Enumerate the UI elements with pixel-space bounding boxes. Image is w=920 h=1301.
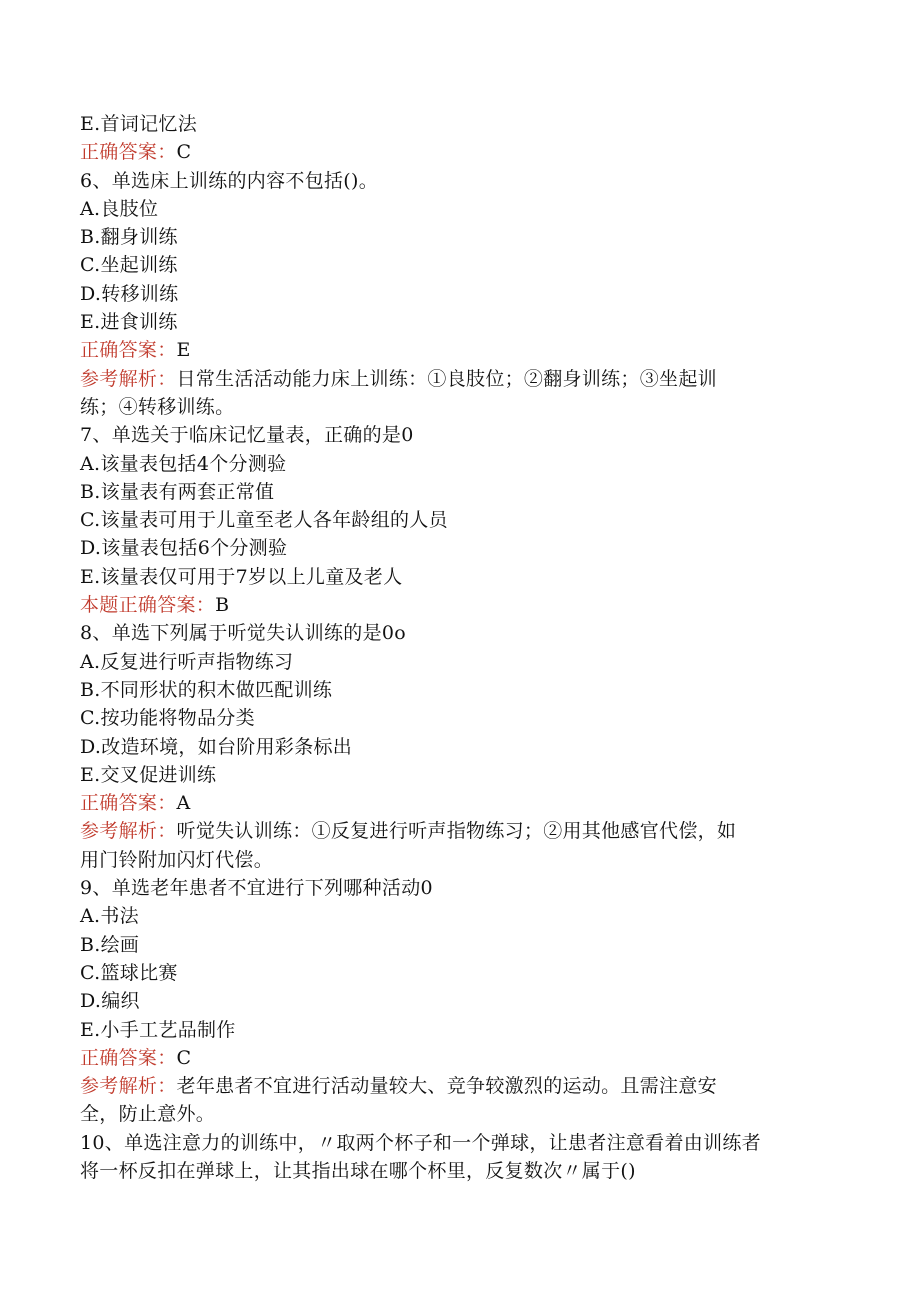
text-continuation (80, 1100, 850, 1128)
line-text: E.该量表仅可用于7岁以上儿童及老人 (80, 565, 403, 588)
line-text: 全，防止意外。 (80, 1103, 216, 1126)
answer-option (80, 450, 850, 478)
line-text: B.不同形状的积木做匹配训练 (80, 678, 333, 701)
answer-option (80, 308, 850, 336)
answer-option (80, 987, 850, 1015)
line-text: D.改造环境，如台阶用彩条标出 (80, 735, 353, 758)
line-text: 练；④转移训练。 (80, 395, 235, 418)
question-text (80, 874, 850, 902)
line-text: A.书法 (80, 905, 139, 928)
line-text: A.该量表包括4个分测验 (80, 452, 287, 475)
answer-option (80, 478, 850, 506)
line-text: 6、单选床上训练的内容不包括()。 (80, 169, 379, 192)
line-text: 听觉失认训练：①反复进行听声指物练习；②用其他感官代偿，如 (176, 820, 737, 843)
answer-option (80, 733, 850, 761)
explanation-label: 参考解析： (80, 1075, 177, 1098)
line-text: A.反复进行听声指物练习 (80, 650, 294, 673)
answer-option (80, 902, 850, 930)
answer-option (80, 676, 850, 704)
question-text (80, 619, 850, 647)
answer-option (80, 959, 850, 987)
correct-answer-line (80, 591, 850, 619)
explanation-line (80, 817, 850, 845)
answer-label: 正确答案： (80, 141, 177, 164)
line-text: B.翻身训练 (80, 226, 178, 249)
answer-option (80, 110, 850, 138)
line-text: D.编织 (80, 990, 140, 1013)
answer-value: B (215, 594, 230, 617)
answer-option (80, 251, 850, 279)
line-text: 8、单选下列属于听觉失认训练的是0o (80, 622, 407, 645)
line-text: 7、单选关于临床记忆量表，正确的是0 (80, 424, 414, 447)
answer-value: C (176, 141, 192, 164)
line-text: 用门铃附加闪灯代偿。 (80, 848, 274, 871)
answer-option (80, 223, 850, 251)
line-text: C.篮球比赛 (80, 961, 178, 984)
correct-answer-line (80, 1044, 850, 1072)
answer-value: E (176, 339, 191, 362)
answer-label: 本题正确答案： (80, 594, 216, 617)
answer-option (80, 506, 850, 534)
answer-option (80, 761, 850, 789)
text-continuation (80, 846, 850, 874)
line-text: D.该量表包括6个分测验 (80, 537, 288, 560)
line-text: A.良肢位 (80, 197, 159, 220)
answer-option (80, 280, 850, 308)
correct-answer-line (80, 138, 850, 166)
answer-option (80, 648, 850, 676)
line-text: E.进食训练 (80, 311, 178, 334)
line-text: 10、单选注意力的训练中，〃取两个杯子和一个弹球，让患者注意看着由训练者 (80, 1131, 761, 1154)
explanation-line (80, 1072, 850, 1100)
correct-answer-line (80, 336, 850, 364)
explanation-label: 参考解析： (80, 820, 177, 843)
answer-option (80, 704, 850, 732)
line-text: C.坐起训练 (80, 254, 178, 277)
text-continuation (80, 393, 850, 421)
answer-value: A (176, 792, 191, 815)
line-text: 9、单选老年患者不宜进行下列哪种活动0 (80, 877, 433, 900)
question-text (80, 167, 850, 195)
answer-option (80, 534, 850, 562)
line-text: B.该量表有两套正常值 (80, 480, 275, 503)
line-text: B.绘画 (80, 933, 140, 956)
line-text: E.首词记忆法 (80, 113, 198, 135)
answer-value: C (176, 1046, 192, 1069)
text-continuation (80, 1157, 850, 1185)
answer-option (80, 563, 850, 591)
explanation-line (80, 365, 850, 393)
line-text: 日常生活活动能力床上训练：①良肢位；②翻身训练；③坐起训 (176, 367, 717, 390)
answer-label: 正确答案： (80, 339, 177, 362)
line-text: C.该量表可用于儿童至老人各年龄组的人员 (80, 509, 448, 532)
explanation-label: 参考解析： (80, 367, 177, 390)
line-text: D.转移训练 (80, 282, 179, 305)
correct-answer-line (80, 789, 850, 817)
line-text: E.小手工艺品制作 (80, 1018, 236, 1041)
answer-label: 正确答案： (80, 792, 177, 815)
answer-option (80, 195, 850, 223)
line-text: E.交叉促进训练 (80, 763, 217, 786)
question-text (80, 1129, 850, 1157)
answer-option (80, 1016, 850, 1044)
line-text: C.按功能将物品分类 (80, 707, 255, 730)
answer-option (80, 931, 850, 959)
answer-label: 正确答案： (80, 1046, 177, 1069)
exam-text-body (80, 110, 850, 1185)
line-text: 老年患者不宜进行活动量较大、竞争较激烈的运动。且需注意安 (176, 1075, 717, 1098)
line-text: 将一杯反扣在弹球上，让其指出球在哪个杯里，反复数次〃属于() (80, 1159, 636, 1182)
question-text (80, 421, 850, 449)
